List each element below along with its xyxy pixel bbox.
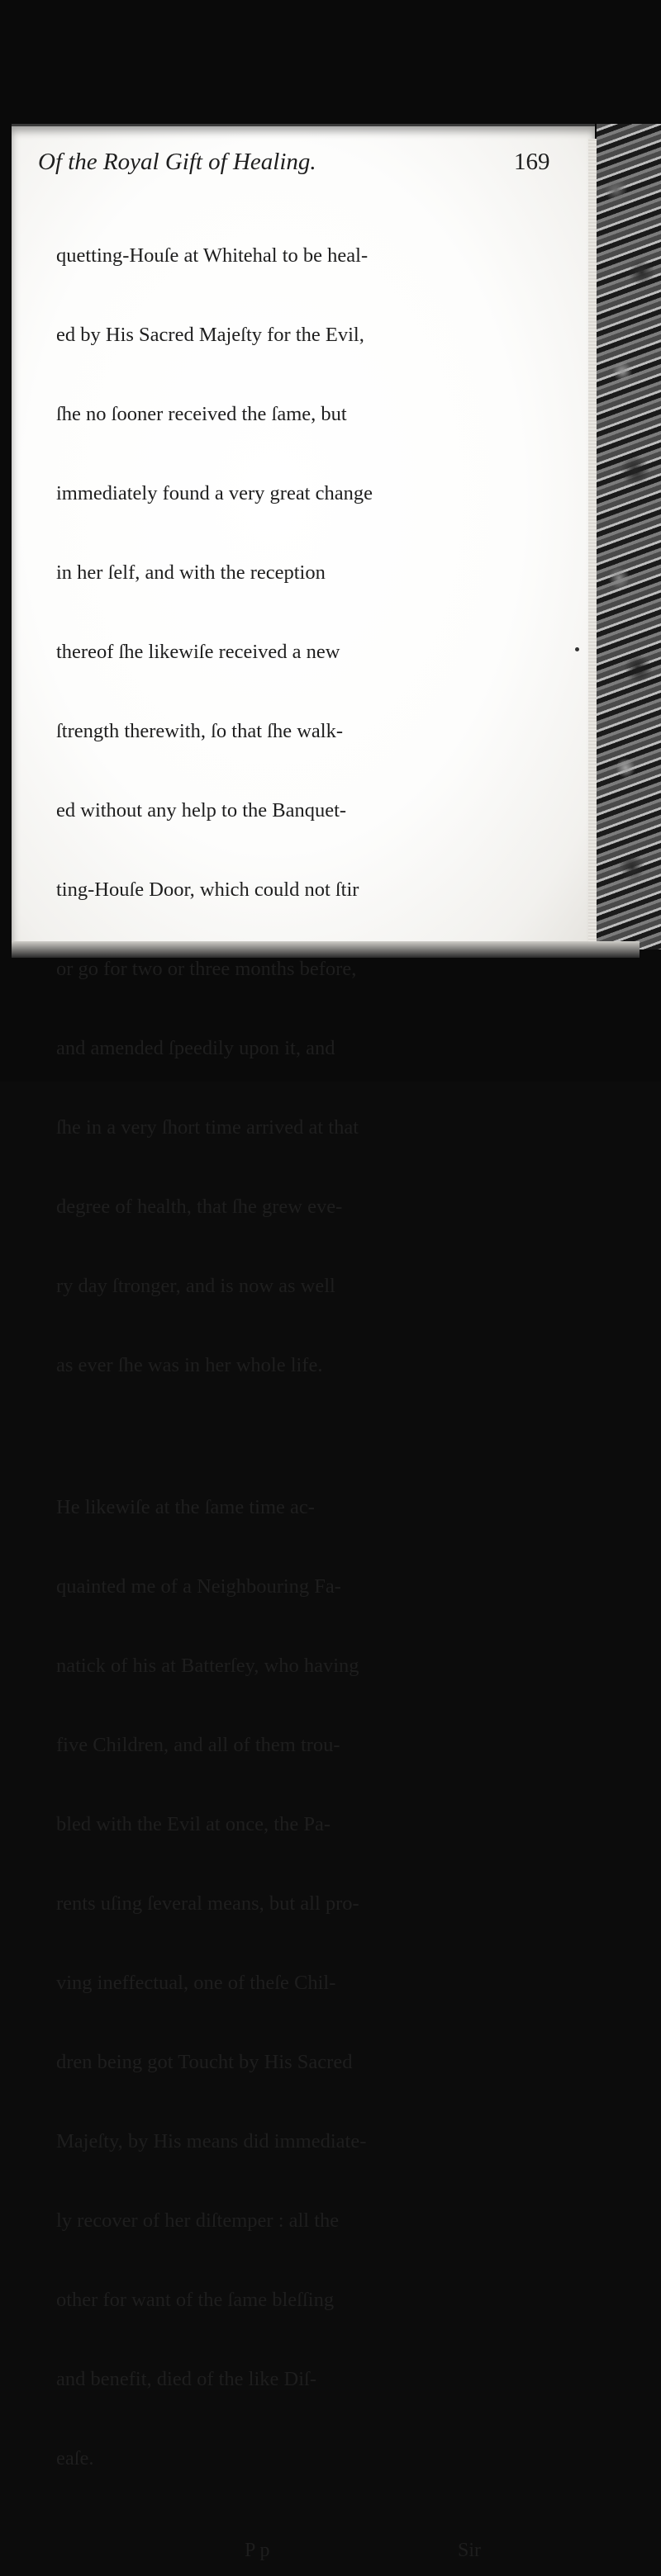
text-line: quetting-Houſe at Whitehal to be heal- [56, 244, 369, 267]
text-line: eaſe. [56, 2447, 94, 2469]
text-line: five Children, and all of them trou- [56, 1734, 340, 1756]
text-line: natick of his at Batterſey, who having [56, 1655, 359, 1677]
page-text [33, 149, 562, 2576]
text-line: ry day ſtronger, and is now as well [56, 1275, 335, 1297]
text-line: and amended ſpeedily upon it, and [56, 1037, 335, 1059]
text-line: as ever ſhe was in her whole life. [56, 1354, 323, 1376]
text-line: He likewiſe at the ſame time ac- [56, 1496, 315, 1518]
paragraph-2 [56, 1442, 562, 2525]
page-number: 169 [514, 149, 550, 175]
text-line: in her ſelf, and with the reception [56, 561, 326, 584]
text-line: quainted me of a Neighbouring Fa- [56, 1575, 341, 1598]
text-line: ed without any help to the Banquet- [56, 799, 347, 822]
text-line: degree of health, that ſhe grew eve- [56, 1196, 343, 1218]
running-head: Of the Royal Gift of Healing. [38, 149, 316, 175]
text-line: ting-Houſe Door, which could not ſtir [56, 878, 359, 901]
text-line: bled with the Evil at once, the Pa- [56, 1813, 331, 1835]
text-line: and benefit, died of the like Diſ- [56, 2368, 316, 2390]
signature-mark: P p [245, 2540, 270, 2561]
text-line: ſtrength therewith, ſo that ſhe walk- [56, 720, 343, 742]
text-line: ly recover of her diſtemper : all the [56, 2209, 340, 2232]
text-line: immediately found a very great change [56, 482, 373, 504]
page-header [33, 149, 562, 190]
text-line: ed by His Sacred Majeſty for the Evil, [56, 324, 364, 346]
text-line: Majeſty, by His means did immediate- [56, 2130, 367, 2152]
text-line: ving ineffectual, one of theſe Chil- [56, 1972, 336, 1994]
text-line: or go for two or three months before, [56, 958, 357, 980]
paragraph-1 [56, 190, 562, 1432]
text-line: other for want of the ſame bleſſing [56, 2289, 335, 2311]
text-line: thereof ſhe likewiſe received a new [56, 641, 340, 663]
page-footer [33, 2540, 562, 2576]
text-line: rents uſing ſeveral means, but all pro- [56, 1892, 359, 1915]
catchword: Sir [458, 2540, 482, 2561]
text-line: ſhe no ſooner received the ſame, but [56, 403, 347, 425]
marbled-fore-edge [597, 124, 661, 949]
text-line: ſhe in a very ſhort time arrived at that [56, 1116, 359, 1139]
ink-speck [575, 647, 579, 651]
text-line: dren being got Toucht by His Sacred [56, 2051, 353, 2073]
